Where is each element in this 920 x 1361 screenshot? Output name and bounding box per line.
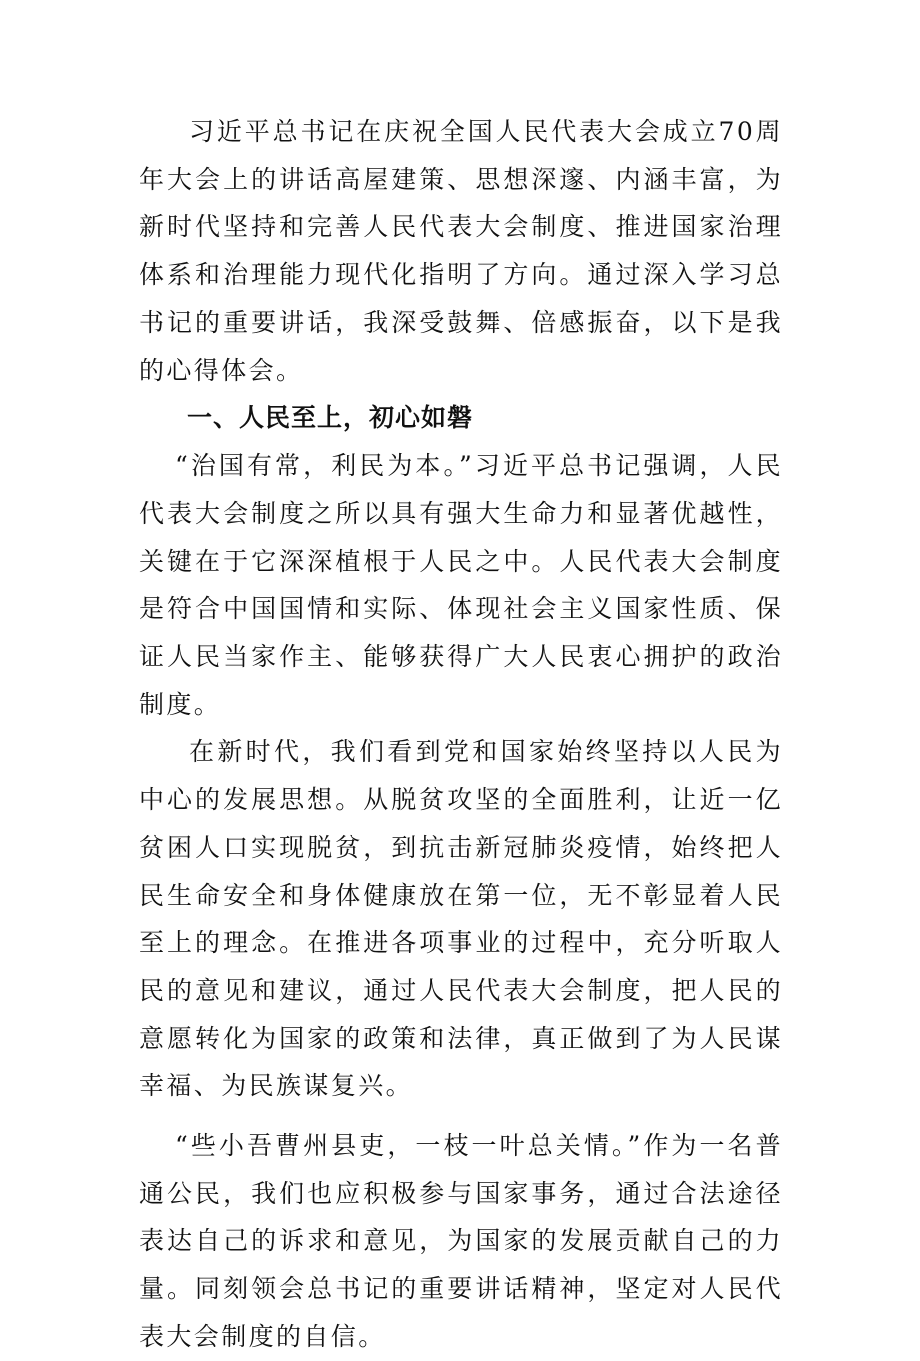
section-heading: 一、人民至上，初心如磐 — [187, 403, 474, 433]
document-body — [139, 108, 783, 1361]
body-paragraph-quote: “治国有常，利民为本。”习近平总书记强调，人民代表大会制度之所以具有强大生命力和显著优越性，关键在于它深深植根于人民之中。人民代表大会制度是符合中国国情和实际、体现社会主义国家性质、保证人民当家作主、能够获得广大人民衷心拥护的政治制度。 — [139, 451, 783, 719]
intro-paragraph: 习近平总书记在庆祝全国人民代表大会成立70周年大会上的讲话高屋建策、思想深邃、内涵丰富，为新时代坚持和完善人民代表大会制度、推进国家治理体系和治理能力现代化指明了方向。通过深入学习总书记的重要讲话，我深受鼓舞、倍感振奋，以下是我的心得体会。 — [139, 117, 783, 385]
closing-paragraph-quote: “些小吾曹州县吏，一枝一叶总关情。”作为一名普通公民，我们也应积极参与国家事务，通过合法途径表达自己的诉求和意见，为国家的发展贡献自己的力量。同刻领会总书记的重要讲话精神，坚定对人民代表大会制度的自信。 — [139, 1131, 783, 1351]
spacer — [139, 1110, 783, 1122]
body-paragraph: 在新时代，我们看到党和国家始终坚持以人民为中心的发展思想。从脱贫攻坚的全面胜利，让近一亿贫困人口实现脱贫，到抗击新冠肺炎疫情，始终把人民生命安全和身体健康放在第一位，无不彰显着人民至上的理念。在推进各项事业的过程中，充分听取人民的意见和建议，通过人民代表大会制度，把人民的意愿转化为国家的政策和法律，真正做到了为人民谋幸福、为民族谋复兴。 — [139, 737, 783, 1101]
